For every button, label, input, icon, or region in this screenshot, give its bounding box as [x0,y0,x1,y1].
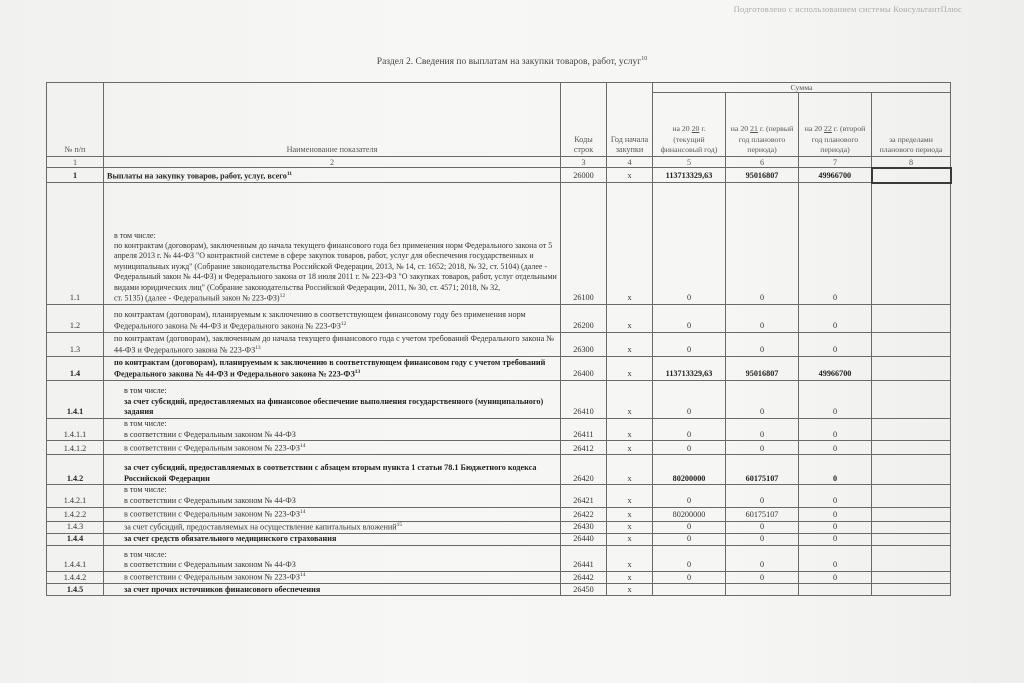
row-value-v8 [872,441,951,455]
watermark: Подготовлено с использованием системы КонсультантПлюс [733,4,962,14]
row-number: 1.4.2.1 [47,485,104,507]
row-value-v7: 0 [799,305,872,333]
row-subheading: в том числе: [124,386,167,396]
section-title [0,56,1024,67]
row-code: 26422 [561,507,607,521]
row-year: x [607,455,653,485]
row-value-v8 [872,381,951,419]
row-code: 26100 [561,183,607,305]
row-name-text: в соответствии с Федеральным законом № 44-ФЗ [124,429,296,439]
row-value-v6: 0 [726,183,799,305]
row-code: 26421 [561,485,607,507]
table-row [47,419,951,441]
row-value-v6: 95016807 [726,357,799,381]
col-number: 4 [607,157,653,168]
row-code: 26450 [561,584,607,596]
row-value-v7: 49966700 [799,357,872,381]
row-name-text: по контрактам (договорам), планируемым к заключению в соответствующем финансовому году без применения норм Федерального закона № 44-ФЗ и Федерального закона № 223-ФЗ [114,309,526,331]
row-year: x [607,441,653,455]
row-value-v8 [872,419,951,441]
row-code: 26410 [561,381,607,419]
row-name [104,381,561,419]
row-value-v6: 0 [726,485,799,507]
row-value-v6: 0 [726,419,799,441]
footnote-ref: 15 [396,521,403,528]
col-number: 1 [47,157,104,168]
row-value-v8 [872,183,951,305]
row-value-v7 [799,584,872,596]
header-sum: Сумма [653,83,951,93]
row-year: x [607,333,653,357]
row-code: 26400 [561,357,607,381]
row-value-v5 [653,584,726,596]
row-code: 26440 [561,534,607,546]
row-value-v8 [872,305,951,333]
row-name-tail: ст. 5135) (далее - Федеральный закон № 223-ФЗ) [114,293,280,303]
table-row [47,485,951,507]
row-value-v7: 0 [799,419,872,441]
row-value-v5: 0 [653,419,726,441]
col-number: 2 [104,157,561,168]
footnote-ref: 13 [255,344,261,351]
row-number: 1.4.4.1 [47,546,104,572]
row-number: 1 [47,168,104,183]
row-value-v5: 0 [653,381,726,419]
row-number: 1.4.2 [47,455,104,485]
row-number: 1.2 [47,305,104,333]
row-number: 1.4.4.2 [47,572,104,584]
row-value-v6: 0 [726,534,799,546]
row-value-v6: 0 [726,305,799,333]
row-value-v8 [872,168,951,183]
col-number: 6 [726,157,799,168]
row-name [104,333,561,357]
row-value-v6: 0 [726,521,799,533]
row-year: x [607,381,653,419]
col-number: 8 [872,157,951,168]
row-name [104,521,561,533]
row-name [104,584,561,596]
row-value-v5: 0 [653,183,726,305]
footnote-ref: 12 [279,292,286,299]
row-value-v5: 0 [653,572,726,584]
row-value-v6: 0 [726,546,799,572]
row-name [104,534,561,546]
table-row [47,507,951,521]
col-number: 3 [561,157,607,168]
header-num: № п/п [47,83,104,157]
row-year: x [607,419,653,441]
row-value-v6: 0 [726,441,799,455]
table-row [47,333,951,357]
row-value-v5: 0 [653,305,726,333]
row-value-v5: 0 [653,521,726,533]
row-value-v6: 0 [726,572,799,584]
row-name-text: в соответствии с Федеральным законом № 44-ФЗ [124,495,296,505]
row-value-v5: 0 [653,546,726,572]
row-value-v7: 0 [799,485,872,507]
header-name: Наименование показателя [104,83,561,157]
row-name-text: за счет субсидий, предоставляемых на осуществление капитальных вложений [124,522,397,532]
row-subheading: в том числе: [114,230,156,240]
row-value-v5: 113713329,63 [653,357,726,381]
table-row [47,441,951,455]
row-value-v7: 0 [799,441,872,455]
row-value-v8 [872,584,951,596]
row-year: x [607,168,653,183]
row-code: 26420 [561,455,607,485]
table-row [47,584,951,596]
row-name-text: по контрактам (договорам), заключенным до начала текущего финансового года с учетом требований Федерального закона № 44-ФЗ и Федерального закона № 223-ФЗ [114,333,555,355]
row-name-text: по контрактам (договорам), заключенным до начала текущего финансового года без применения норм Федерального закона от 5 апреля 2013 г. № 44-ФЗ "О контрактной системе в сфере закупок товаров, работ, услуг для обеспечения государственных и муниципальных нужд" (Собрание законодательства Российской Федерации, 2013, № 14, ст. 1652; 2018, № 32, ст. 5104) (далее - Федеральный закон № 44-ФЗ) и Федерального закона от 18 июля 2011 г. № 223-ФЗ "О закупках товаров, работ, услуг отдельными видами юридических лиц" (Собрание законодательства Российской Федерации, 2011, № 30, ст. 4571; 2018, № 32, [114,241,557,292]
row-year: x [607,572,653,584]
row-value-v8 [872,485,951,507]
row-name-text: Выплаты на закупку товаров, работ, услуг, всего [107,171,287,181]
table-row [47,534,951,546]
row-value-v5: 113713329,63 [653,168,726,183]
row-year: x [607,183,653,305]
row-value-v6: 0 [726,333,799,357]
row-value-v8 [872,333,951,357]
row-value-v8 [872,507,951,521]
row-year: x [607,584,653,596]
table-row [47,183,951,305]
table-row [47,572,951,584]
header-col6: на 20 21 г. (первый год планового периода) [726,93,799,157]
row-value-v7: 0 [799,333,872,357]
row-code: 26200 [561,305,607,333]
row-name-text: за счет средств обязательного медицинского страхования [124,534,337,544]
row-name [104,357,561,381]
table-row [47,381,951,419]
row-number: 1.3 [47,333,104,357]
row-value-v7: 49966700 [799,168,872,183]
footnote-ref: 11 [286,170,293,177]
row-year: x [607,305,653,333]
row-value-v8 [872,546,951,572]
row-number: 1.4.1 [47,381,104,419]
row-name-text: в соответствии с Федеральным законом № 223-ФЗ [124,509,300,519]
row-value-v7: 0 [799,546,872,572]
row-value-v5: 80200000 [653,455,726,485]
row-value-v8 [872,534,951,546]
row-value-v7: 0 [799,455,872,485]
row-name-text: за счет прочих источников финансового обеспечения [124,584,321,594]
row-name-text: по контрактам (договорам), планируемым к заключению в соответствующем финансовом году с учетом требований Федерального закона № 44-ФЗ и Федерального закона № 223-ФЗ [114,357,546,379]
row-subheading: в том числе: [124,485,167,495]
row-name [104,305,561,333]
row-value-v5: 0 [653,485,726,507]
row-value-v6: 95016807 [726,168,799,183]
row-code: 26000 [561,168,607,183]
footnote-ref: 12 [340,320,347,327]
row-value-v7: 0 [799,572,872,584]
footnote-ref: 13 [354,368,361,375]
row-year: x [607,521,653,533]
row-value-v7: 0 [799,507,872,521]
row-name [104,168,561,183]
row-name [104,441,561,455]
row-name [104,455,561,485]
row-value-v6 [726,584,799,596]
payments-table [46,82,952,596]
row-name [104,485,561,507]
row-value-v7: 0 [799,381,872,419]
table-row [47,455,951,485]
header-col8: за пределами планового периода [872,93,951,157]
table-row [47,168,951,183]
row-value-v7: 0 [799,534,872,546]
table-row [47,521,951,533]
row-code: 26441 [561,546,607,572]
row-year: x [607,485,653,507]
row-value-v6: 60175107 [726,455,799,485]
footnote-ref: 14 [299,442,306,449]
row-code: 26412 [561,441,607,455]
row-value-v6: 60175107 [726,507,799,521]
row-subheading: в том числе: [124,419,167,428]
row-name-text: в соответствии с Федеральным законом № 223-ФЗ [124,572,300,582]
row-value-v7: 0 [799,183,872,305]
row-value-v8 [872,572,951,584]
footnote-ref: 14 [299,509,306,516]
row-value-v5: 0 [653,441,726,455]
header-col5: на 20 20 г. (текущий финансовый год) [653,93,726,157]
row-subheading: в том числе: [124,549,167,559]
row-name [104,183,561,305]
row-name-text: за счет субсидий, предоставляемых в соответствии с абзацем вторым пункта 1 статьи 78.1 Бюджетного кодекса Российской Федерации [124,463,537,483]
header-codes: Коды строк [561,83,607,157]
row-number: 1.4.2.2 [47,507,104,521]
row-code: 26300 [561,333,607,357]
row-number: 1.4.5 [47,584,104,596]
row-number: 1.4.3 [47,521,104,533]
col-number: 7 [799,157,872,168]
row-name [104,572,561,584]
row-name [104,546,561,572]
table-row [47,305,951,333]
row-value-v7: 0 [799,521,872,533]
row-name [104,419,561,441]
row-value-v8 [872,357,951,381]
table-row [47,546,951,572]
table-row [47,357,951,381]
row-code: 26430 [561,521,607,533]
row-value-v6: 0 [726,381,799,419]
row-number: 1.4 [47,357,104,381]
section-title-text: Раздел 2. Сведения по выплатам на закупки товаров, работ, услуг [376,57,642,68]
row-value-v5: 80200000 [653,507,726,521]
row-year: x [607,357,653,381]
row-year: x [607,546,653,572]
row-year: x [607,507,653,521]
header-col7: на 20 22 г. (второй год планового периода) [799,93,872,157]
row-name [104,507,561,521]
row-value-v5: 0 [653,534,726,546]
row-code: 26411 [561,419,607,441]
row-name-text: в соответствии с Федеральным законом № 44-ФЗ [124,560,296,570]
footnote-ref: 14 [299,572,306,579]
row-number: 1.4.1.2 [47,441,104,455]
row-value-v8 [872,455,951,485]
row-value-v8 [872,521,951,533]
row-number: 1.4.4 [47,534,104,546]
row-code: 26442 [561,572,607,584]
row-value-v5: 0 [653,333,726,357]
row-name-text: за счет субсидий, предоставляемых на финансовое обеспечение выполнения государственного (муниципального) задания [124,396,544,417]
row-year: x [607,534,653,546]
row-number: 1.4.1.1 [47,419,104,441]
header-year: Год начала закупки [607,83,653,157]
title-footnote: 10 [641,56,648,62]
row-number: 1.1 [47,183,104,305]
col-number: 5 [653,157,726,168]
row-name-text: в соответствии с Федеральным законом № 223-ФЗ [124,443,300,453]
